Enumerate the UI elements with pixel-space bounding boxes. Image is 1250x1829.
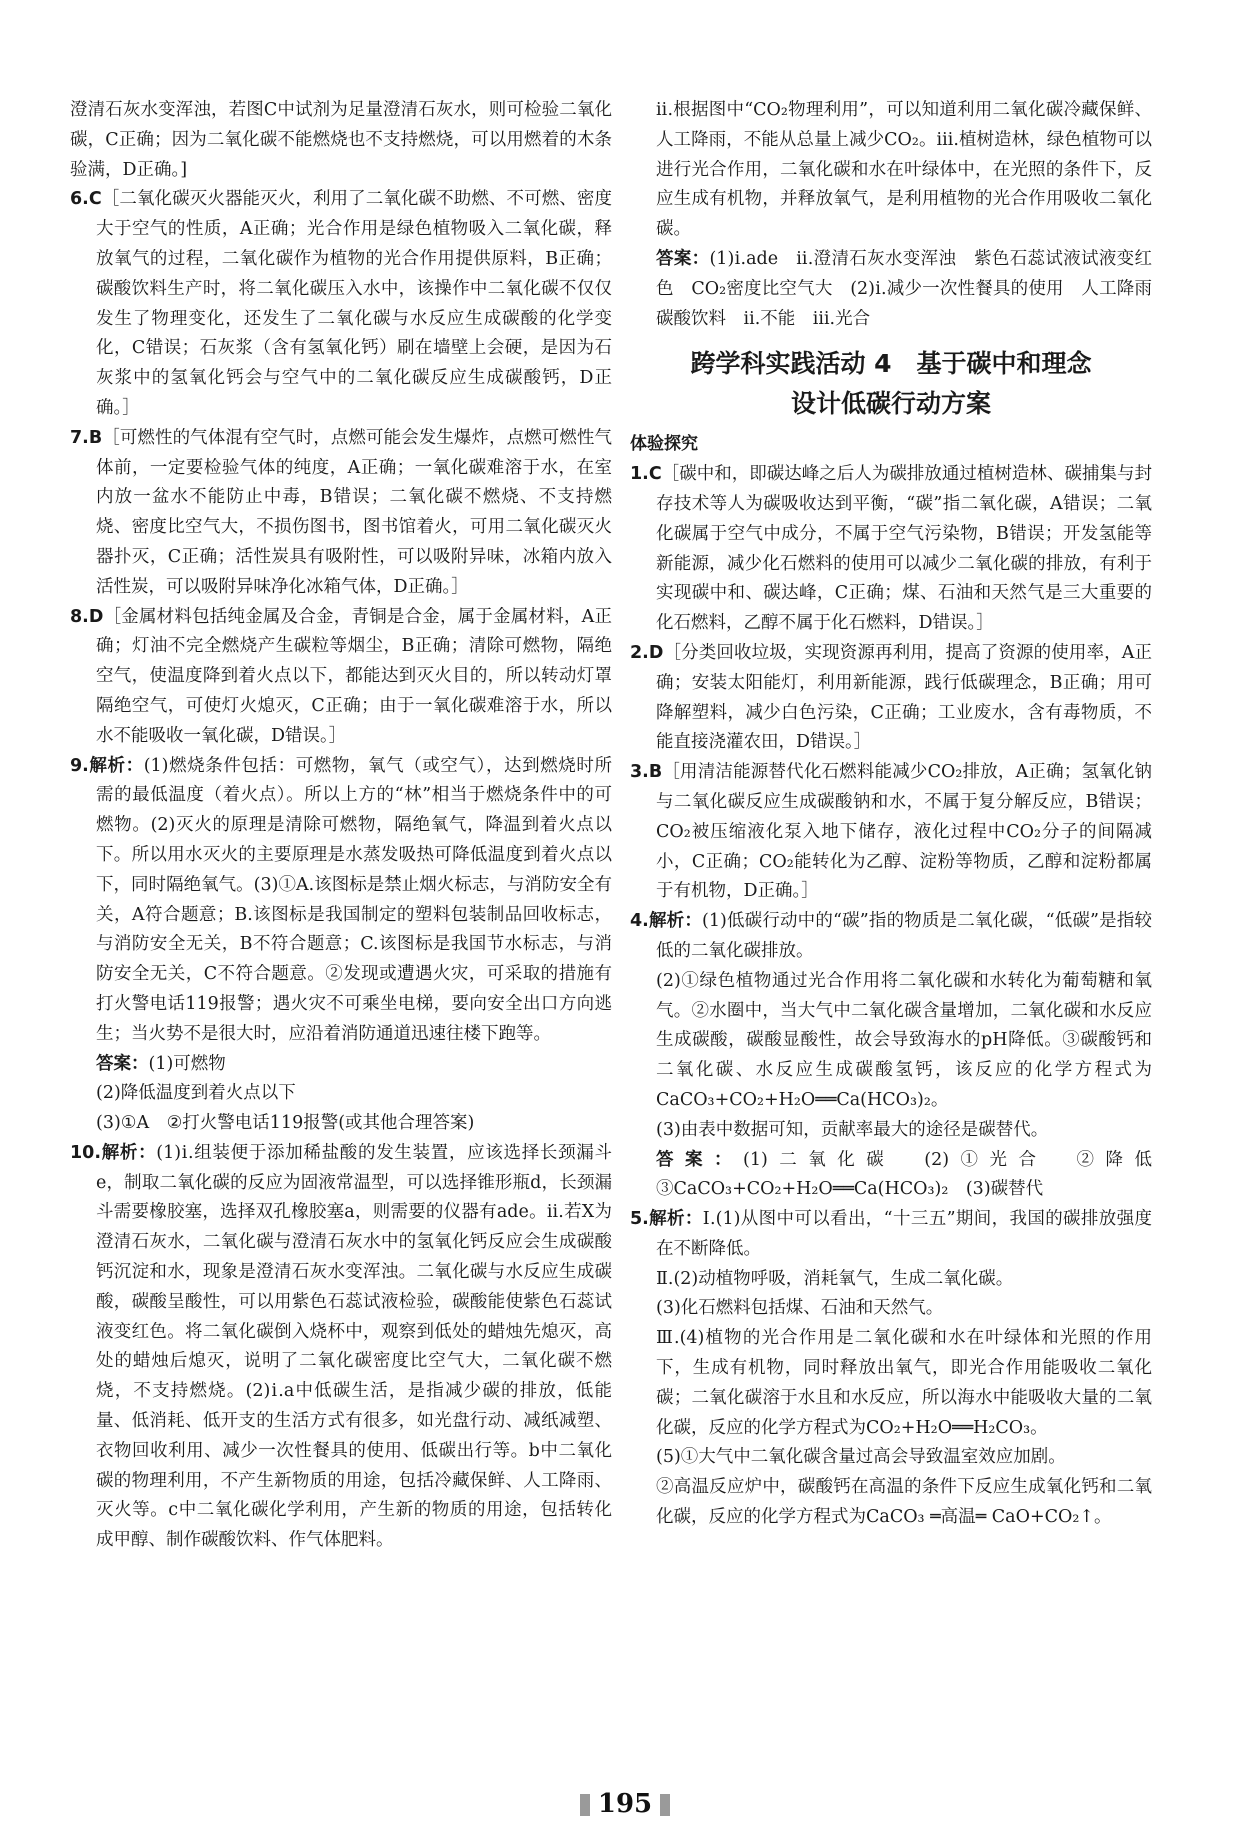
left-item xyxy=(70,96,612,185)
page-number-text: 195 xyxy=(597,1789,653,1819)
right-column xyxy=(630,96,1170,1533)
left-item xyxy=(70,603,612,752)
item-label: 1.C xyxy=(630,464,662,485)
right_top-item xyxy=(630,245,1170,334)
item-text: (3)①A ②打火警电话119报警(或其他合理答案) xyxy=(96,1113,475,1134)
right_bottom-item xyxy=(630,907,1152,967)
item-text: (2)降低温度到着火点以下 xyxy=(96,1083,296,1104)
right_bottom-item xyxy=(630,758,1152,907)
item-text: ⅱ.根据图中“CO₂物理利用”，可以知道利用二氧化碳冷藏保鲜、人工降雨，不能从总量上减少CO₂。ⅲ.植树造林，绿色植物可以进行光合作用，二氧化碳和水在叶绿体中，在光照的条件下，反应生成有机物，并释放氧气，是利用植物的光合作用吸收二氧化碳。 xyxy=(656,100,1152,240)
item-text: ［碳中和，即碳达峰之后人为碳排放通过植树造林、碳捕集与封存技术等人为碳吸收达到平衡，“碳”指二氧化碳，A错误；二氧化碳属于空气中成分，不属于空气污染物，B错误；开发氢能等新能源，减少化石燃料的使用可以减少二氧化碳的排放，有利于实现碳中和、碳达峰，C正确；煤、石油和天然气是三大重要的化石燃料，乙醇不属于化石燃料，D错误。］ xyxy=(656,464,1152,634)
left-item xyxy=(70,752,612,1050)
item-text: (1)燃烧条件包括：可燃物，氧气（或空气），达到燃烧时所需的最低温度（着火点）。所以上方的“林”相当于燃烧条件中的可燃物。(2)灭火的原理是清除可燃物，隔绝氧气，降温到着火点以下。所以用水灭火的主要原理是水蒸发吸热可降低温度到着火点以下，同时隔绝氧气。(3)①A.该图标是禁止烟火标志，与消防安全有关，A符合题意；B.该图标是我国制定的塑料包装制品回收标志，与消防安全无关，B不符合题意；C.该图标是我国节水标志，与消防安全无关，C不符合题意。②发现或遭遇火灾，可采取的措施有打火警电话119报警；遇火灾不可乘坐电梯，要向安全出口方向逃生；当火势不是很大时，应沿着消防通道迅速往楼下跑等。 xyxy=(96,755,612,1044)
item-text: (1)可燃物 xyxy=(148,1053,226,1074)
item-text: (3)化石燃料包括煤、石油和天然气。 xyxy=(656,1298,944,1319)
item-text: (1)二氧化碳 (2)①光合 ②降低 ③CaCO₃+CO₂+H₂O══Ca(HCO₃)₂ (3)碳替代 xyxy=(656,1149,1170,1200)
item-label: 3.B xyxy=(630,762,663,783)
item-text: ［可燃性的气体混有空气时，点燃可能会发生爆炸，点燃可燃性气体前，一定要检验气体的纯度，A正确；一氧化碳难溶于水，在室内放一盆水不能防止中毒，B错误；二氧化碳不燃烧、不支持燃烧、密度比空气大，不损伤图书，图书馆着火，可用二氧化碳灭火器扑灭，C正确；活性炭具有吸附性，可以吸附异味，冰箱内放入活性炭，可以吸附异味净化冰箱气体，D正确。］ xyxy=(96,427,612,597)
left-item xyxy=(70,424,612,603)
section-title xyxy=(630,344,1152,424)
right_bottom-item xyxy=(630,1294,1152,1324)
item-label: 6.C xyxy=(70,189,102,210)
item-text: 澄清石灰水变浑浊，若图C中试剂为足量澄清石灰水，则可检验二氧化碳，C正确；因为二氧化碳不能燃烧也不支持燃烧，可以用燃着的木条验满，D正确。] xyxy=(70,100,612,180)
item-label: 10.解析： xyxy=(70,1142,157,1163)
left-column xyxy=(70,96,612,1556)
right_bottom-item xyxy=(630,1324,1152,1443)
item-label: 答案： xyxy=(656,1149,743,1170)
right_bottom-item xyxy=(630,1146,1170,1206)
right-bottom-block xyxy=(630,460,1170,1533)
item-label: 2.D xyxy=(630,642,664,663)
left-item xyxy=(70,185,612,423)
item-label: 7.B xyxy=(70,427,103,448)
item-text: (3)由表中数据可知，贡献率最大的途径是碳替代。 xyxy=(656,1119,1049,1140)
item-text: ［用清洁能源替代化石燃料能减少CO₂排放，A正确；氢氧化钠与二氧化碳反应生成碳酸钠和水，不属于复分解反应，B错误；CO₂被压缩液化泵入地下储存，液化过程中CO₂分子的间隔减小，C正确；CO₂能转化为乙醇、淀粉等物质，乙醇和淀粉都属于有机物，D正确。］ xyxy=(656,762,1152,902)
item-label: 9.解析： xyxy=(70,755,144,776)
item-text: ②高温反应炉中，碳酸钙在高温的条件下反应生成氧化钙和二氧化碳，反应的化学方程式为CaCO₃ ═高温═ CaO+CO₂↑。 xyxy=(656,1477,1152,1528)
right_bottom-item xyxy=(630,1443,1152,1473)
right_bottom-item xyxy=(630,639,1152,758)
right_bottom-item xyxy=(630,1265,1152,1295)
section-title-line2: 设计低碳行动方案 xyxy=(790,389,991,419)
right-top-block xyxy=(630,96,1170,334)
item-text: (1)低碳行动中的“碳”指的物质是二氧化碳，“低碳”是指较低的二氧化碳排放。 xyxy=(656,911,1153,961)
item-text: Ⅱ.(2)动植物呼吸，消耗氧气，生成二氧化碳。 xyxy=(656,1268,1014,1289)
left-item xyxy=(70,1109,612,1139)
right_bottom-item xyxy=(630,1116,1152,1146)
section-title-line1: 跨学科实践活动 4 基于碳中和理念 xyxy=(690,349,1092,379)
item-text: ［分类回收垃圾，实现资源再利用，提高了资源的使用率，A正确；安装太阳能灯，利用新能源，践行低碳理念，B正确；用可降解塑料，减少白色污染，C正确；工业废水，含有毒物质，不能直接浇灌农田，D错误。］ xyxy=(656,642,1152,753)
item-text: (1)ⅰ.ade ⅱ.澄清石灰水变浑浊 紫色石蕊试液试液变红色 CO₂密度比空气大 (2)ⅰ.减少一次性餐具的使用 人工降雨 碳酸饮料 ⅱ.不能 ⅲ.光合 xyxy=(656,248,1170,329)
right_bottom-item xyxy=(630,967,1152,1116)
item-label: 答案： xyxy=(656,248,710,269)
right_bottom-item xyxy=(630,1205,1152,1265)
left-item xyxy=(70,1079,612,1109)
item-text: Ⅰ.(1)从图中可以看出，“十三五”期间，我国的碳排放强度在不断降低。 xyxy=(656,1209,1153,1259)
item-label: 5.解析： xyxy=(630,1209,703,1230)
right_top-item xyxy=(630,96,1152,245)
subheading: 体验探究 xyxy=(630,434,698,455)
left-item xyxy=(70,1139,612,1556)
page-number xyxy=(0,1790,1250,1820)
item-text: (2)①绿色植物通过光合作用将二氧化碳和水转化为葡萄糖和氧气。②水圈中，当大气中二氧化碳含量增加，二氧化碳和水反应生成碳酸，碳酸显酸性，故会导致海水的pH降低。③碳酸钙和二氧化碳、水反应生成碳酸氢钙，该反应的化学方程式为CaCO₃+CO₂+H₂O══Ca(HCO₃)₂。 xyxy=(656,970,1152,1110)
item-text: Ⅲ.(4)植物的光合作用是二氧化碳和水在叶绿体和光照的作用下，生成有机物，同时释放出氧气，即光合作用能吸收二氧化碳；二氧化碳溶于水且和水反应，所以海水中能吸收大量的二氧化碳，反应的化学方程式为CO₂+H₂O══H₂CO₃。 xyxy=(656,1328,1152,1438)
item-text: (1)ⅰ.组装便于添加稀盐酸的发生装置，应该选择长颈漏斗e，制取二氧化碳的反应为固液常温型，可以选择锥形瓶d，长颈漏斗需要橡胶塞，选择双孔橡胶塞a，则需要的仪器有ade。ⅱ.若X为澄清石灰水，二氧化碳与澄清石灰水中的氢氧化钙反应会生成碳酸钙沉淀和水，现象是澄清石灰水变浑浊。二氧化碳与水反应生成碳酸，碳酸呈酸性，可以用紫色石蕊试液检验，碳酸能使紫色石蕊试液变红色。将二氧化碳倒入烧杯中，观察到低处的蜡烛先熄灭，高处的蜡烛后熄灭，说明了二氧化碳密度比空气大，二氧化碳不燃烧，不支持燃烧。(2)ⅰ.a中低碳生活，是指减少碳的排放，低能量、低消耗、低开支的生活方式有很多，如光盘行动、减纸减塑、衣物回收利用、减少一次性餐具的使用、低碳出行等。b中二氧化碳的物理利用，不产生新物质的用途，包括冷藏保鲜、人工降雨、灭火等。c中二氧化碳化学利用，产生新的物质的用途，包括转化成甲醇、制作碳酸饮料、作气体肥料。 xyxy=(96,1142,612,1551)
item-label: 4.解析： xyxy=(630,911,703,932)
right_bottom-item xyxy=(630,1473,1152,1533)
item-text: ［二氧化碳灭火器能灭火，利用了二氧化碳不助燃、不可燃、密度大于空气的性质，A正确；光合作用是绿色植物吸入二氧化碳，释放氧气的过程，二氧化碳作为植物的光合作用提供原料，B正确；碳酸饮料生产时，将二氧化碳压入水中，该操作中二氧化碳不仅仅发生了物理变化，还发生了二氧化碳与水反应生成碳酸的化学变化，C错误；石灰浆（含有氢氧化钙）刷在墙壁上会硬，是因为石灰浆中的氢氧化钙会与空气中的二氧化碳反应生成碳酸钙，D正确。］ xyxy=(96,189,612,418)
item-label: 答案： xyxy=(96,1053,149,1074)
item-text: (5)①大气中二氧化碳含量过高会导致温室效应加剧。 xyxy=(656,1447,1066,1468)
item-text: ［金属材料包括纯金属及合金，青铜是合金，属于金属材料，A正确；灯油不完全燃烧产生碳粒等烟尘，B正确；清除可燃物，隔绝空气，使温度降到着火点以下，都能达到灭火目的，所以转动灯罩隔绝空气，可使灯火熄灭，C正确；由于一氧化碳难溶于水，所以水不能吸收一氧化碳，D错误。］ xyxy=(96,606,612,746)
right_bottom-item xyxy=(630,460,1152,639)
item-label: 8.D xyxy=(70,606,104,627)
left-item xyxy=(70,1050,612,1080)
